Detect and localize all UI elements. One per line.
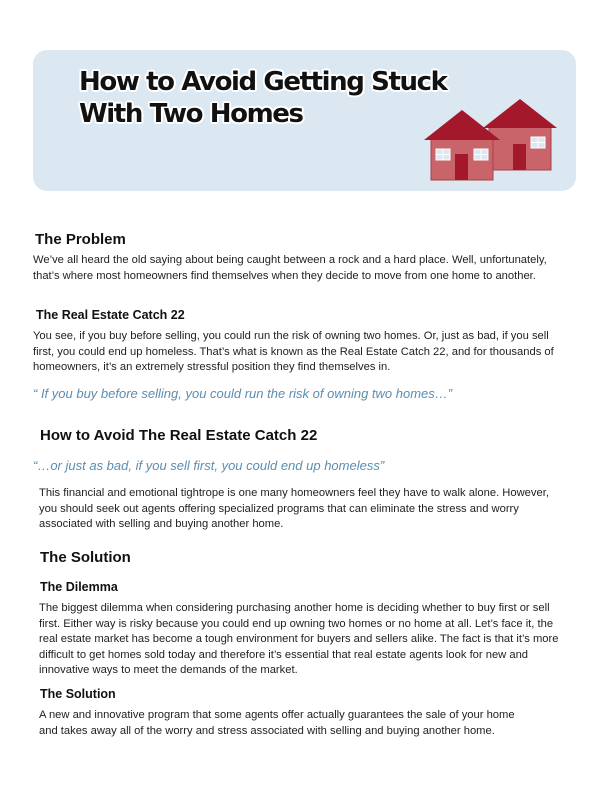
- paragraph-dilemma: The biggest dilemma when considering purchasing another home is deciding whether to buy first or sell first. Either way is risky because you could end up owning two homes or no home at all. Let’s face it, the real estate market has become a tough environment for buyers and sellers alike. The fact is that it’s more difficult to get homes sold today and therefore it’s essential that real estate agents look for new and innovative ways to meet the demands of the market.: [39, 602, 559, 676]
- paragraph-solution: A new and innovative program that some agents offer actually guarantees the sale of your home and takes away all of the worry and stress associated with selling and buying another home.: [39, 709, 515, 737]
- page-title: How to Avoid Getting Stuck With Two Homes: [79, 67, 447, 129]
- paragraph-problem: We’ve all heard the old saying about being caught between a rock and a hard place. Well, unfortunately, that’s where most homeowners find themselves when they decide to move from one home to another.: [33, 254, 547, 282]
- pull-quote-sell-first: “…or just as bad, if you sell first, you could end up homeless”: [33, 458, 385, 473]
- heading-the-problem: The Problem: [35, 231, 126, 248]
- heading-real-estate-catch-22: The Real Estate Catch 22: [36, 308, 185, 322]
- house-icon-back: [483, 99, 557, 170]
- paragraph-tightrope: This financial and emotional tightrope is one many homeowners feel they have to walk alone. However, you should seek out agents offering specialized programs that can eliminate the stress and worry associated with selling and buying another home.: [39, 487, 549, 530]
- heading-how-to-avoid: How to Avoid The Real Estate Catch 22: [40, 427, 318, 444]
- pull-quote-buy-before-selling: “ If you buy before selling, you could run the risk of owning two homes…”: [33, 386, 453, 401]
- heading-solution-sub: The Solution: [40, 687, 116, 701]
- house-icon-front: [424, 110, 500, 180]
- houses-illustration: [421, 92, 601, 190]
- title-banner: [33, 50, 576, 191]
- paragraph-catch-22: You see, if you buy before selling, you could run the risk of owning two homes. Or, just as bad, if you sell first, you could end up homeless. That’s what is known as the Real Estate Catch 22, and for thousands of homeowners, it’s an extremely stressful position they find themselves in.: [33, 330, 554, 373]
- heading-the-dilemma: The Dilemma: [40, 580, 118, 594]
- heading-the-solution: The Solution: [40, 549, 131, 566]
